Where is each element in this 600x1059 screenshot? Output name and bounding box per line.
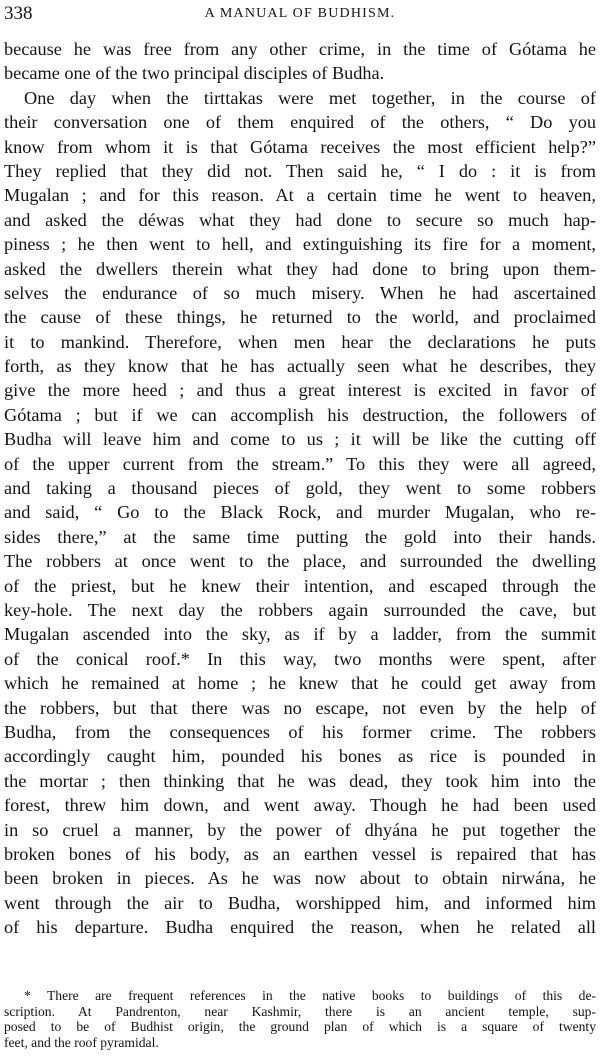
footnote-line: posed to be of Budhist origin, the ground plan of which is a square of twenty bbox=[4, 1019, 596, 1034]
footnote-line: feet, and the roof pyramidal. bbox=[4, 1034, 159, 1050]
text-line: the robbers, but that there was no escape, not even by the help of bbox=[4, 697, 596, 718]
text-line: One day when the tirttakas were met together, in the course of bbox=[24, 87, 596, 108]
text-line: asked the dwellers therein what they had done to bring upon them- bbox=[4, 258, 596, 279]
text-line: selves the endurance of so much misery. When he had ascertained bbox=[4, 282, 596, 303]
text-line: of the priest, but he knew their intention, and escaped through the bbox=[4, 575, 596, 596]
text-line: Budha, from the consequences of his former crime. The robbers bbox=[4, 721, 596, 742]
page-header bbox=[4, 3, 596, 27]
running-title: A MANUAL OF BUDHISM. bbox=[204, 6, 396, 21]
text-line: and taking a thousand pieces of gold, they went to some robbers bbox=[4, 478, 596, 499]
text-line: key-hole. The next day the robbers again surrounded the cave, but bbox=[4, 599, 596, 620]
text-line: been broken in pieces. As he was now about to obtain nirwána, he bbox=[4, 868, 596, 889]
text-line: of his departure. Budha enquired the reason, when he related all bbox=[4, 917, 596, 938]
text-line: Gótama ; but if we can accomplish his destruction, the followers of bbox=[4, 404, 596, 425]
text-line: of the conical roof.* In this way, two months were spent, after bbox=[4, 648, 596, 669]
footnote-line: scription. At Pandrenton, near Kashmir, there is an ancient temple, sup- bbox=[4, 1003, 596, 1019]
text-line: the mortar ; then thinking that he was dead, they took him into the bbox=[4, 770, 596, 791]
text-line: Mugalan ; and for this reason. At a certain time he went to heaven, bbox=[4, 185, 596, 206]
footnote-line: * There are frequent references in the native books to buildings of this de- bbox=[24, 988, 596, 1003]
text-line: their conversation one of them enquired of the others, “ Do you bbox=[4, 112, 596, 133]
text-line: the cause of these things, he returned to the world, and proclaimed bbox=[4, 307, 596, 328]
body-text bbox=[4, 37, 596, 939]
footnote bbox=[4, 988, 596, 1050]
text-line: because he was free from any other crime, in the time of Gótama he bbox=[4, 39, 596, 59]
page-number: 338 bbox=[4, 3, 33, 24]
text-line: Mugalan ascended into the sky, as if by a ladder, from the summit bbox=[4, 624, 596, 645]
text-line: accordingly caught him, pounded his bones as rice is pounded in bbox=[4, 746, 596, 767]
text-line: broken bones of his body, as an earthen vessel is repaired that has bbox=[4, 843, 596, 864]
text-line: forth, as they know that he has actually seen what he describes, they bbox=[4, 356, 596, 377]
text-line: went through the air to Budha, worshipped him, and informed him bbox=[4, 892, 596, 913]
text-line: it to mankind. Therefore, when men hear the declarations he puts bbox=[4, 331, 596, 352]
text-line: which he remained at home ; he knew that he could get away from bbox=[4, 673, 596, 694]
text-line: forest, threw him down, and went away. Though he had been used bbox=[4, 795, 596, 816]
text-line: sides there,” at the same time putting the gold into their hands. bbox=[4, 526, 596, 547]
text-line: piness ; he then went to hell, and extinguishing its fire for a moment, bbox=[4, 234, 596, 255]
text-line: became one of the two principal disciples of Budha. bbox=[4, 63, 385, 84]
text-line: give the more heed ; and thus a great interest is excited in favor of bbox=[4, 380, 596, 401]
text-line: Budha will leave him and come to us ; it will be like the cutting off bbox=[4, 429, 596, 450]
text-line: and said, “ Go to the Black Rock, and murder Mugalan, who re- bbox=[4, 502, 596, 523]
text-line: The robbers at once went to the place, and surrounded the dwelling bbox=[4, 551, 596, 572]
text-line: in so cruel a manner, by the power of dhyána he put together the bbox=[4, 819, 596, 840]
text-line: of the upper current from the stream.” To this they were all agreed, bbox=[4, 453, 596, 474]
text-line: and asked the déwas what they had done to secure so much hap- bbox=[4, 209, 596, 230]
text-line: They replied that they did not. Then said he, “ I do : it is from bbox=[4, 160, 596, 181]
text-line: know from whom it is that Gótama receives the most efficient help?” bbox=[4, 136, 596, 157]
